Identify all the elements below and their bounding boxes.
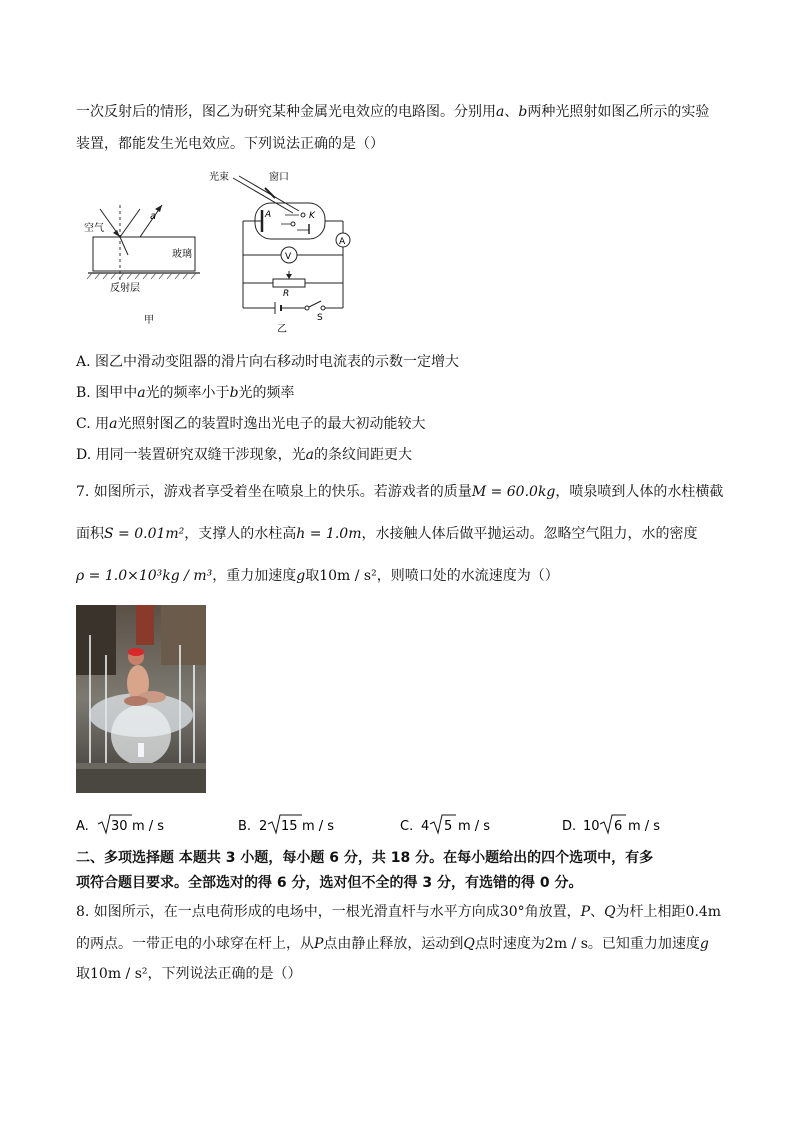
svg-text:A.: A. bbox=[76, 819, 89, 834]
svg-text:m / s: m / s bbox=[302, 819, 335, 834]
section2-heading-line1: 二、多项选择题 本题共 3 小题，每小题 6 分，共 18 分。在每小题给出的四个选项中，有多 bbox=[76, 850, 654, 866]
label-window: 窗口 bbox=[269, 172, 289, 183]
figure-jia bbox=[78, 195, 208, 330]
q7-text-line2: 面积S = 0.01m²，支撑人的水柱高h = 1.0m，水接触人体后做平抛运动。忽略空气阻力，水的密度 bbox=[76, 526, 698, 542]
svg-text:15: 15 bbox=[281, 819, 298, 834]
q8-text-line2: 的两点。一带正电的小球穿在杆上，从P点由静止释放，运动到Q点时速度为2m / s。已知重力加速度g bbox=[76, 936, 709, 952]
q7-option-b bbox=[238, 815, 334, 834]
svg-text:B.: B. bbox=[238, 819, 252, 834]
svg-text:m / s: m / s bbox=[132, 819, 165, 834]
phototube bbox=[255, 203, 325, 239]
q6-text-line2: 装置，都能发生光电效应。下列说法正确的是（） bbox=[76, 136, 384, 152]
q7-option-c bbox=[400, 815, 490, 834]
caption-yi: 乙 bbox=[277, 324, 287, 335]
svg-text:2: 2 bbox=[259, 819, 268, 834]
label-A-pole: A bbox=[265, 210, 272, 220]
svg-text:5: 5 bbox=[444, 819, 453, 834]
label-a: a bbox=[150, 211, 157, 222]
figure-yi bbox=[205, 168, 365, 338]
rheostat bbox=[273, 279, 305, 287]
svg-text:m / s: m / s bbox=[628, 819, 661, 834]
fountain-photo bbox=[76, 605, 206, 793]
svg-text:10: 10 bbox=[583, 819, 600, 834]
label-air: 空气 bbox=[84, 223, 104, 234]
q8-text-line1: 8. 如图所示，在一点电荷形成的电场中，一根光滑直杆与水平方向成30°角放置，P、Q为杆上相距0.4m bbox=[76, 904, 722, 920]
label-glass: 玻璃 bbox=[172, 249, 192, 260]
label-ammeter: A bbox=[339, 237, 346, 247]
svg-text:4: 4 bbox=[421, 819, 430, 834]
svg-text:m / s: m / s bbox=[458, 819, 491, 834]
caption-jia: 甲 bbox=[144, 315, 154, 326]
svg-text:C.: C. bbox=[400, 819, 414, 834]
q7-option-d bbox=[562, 815, 660, 834]
svg-text:D.: D. bbox=[562, 819, 577, 834]
q7-text-line3: ρ = 1.0×10³kg / m³，重力加速度g取10m / s²，则喷口处的水流速度为（） bbox=[76, 568, 559, 584]
label-beam: 光束 bbox=[209, 172, 229, 183]
q7-text-line1: 7. 如图所示，游戏者享受着坐在喷泉上的快乐。若游戏者的质量M = 60.0kg，喷泉喷到人体的水柱横截 bbox=[76, 484, 724, 500]
svg-text:6: 6 bbox=[614, 819, 623, 834]
svg-text:30: 30 bbox=[111, 819, 128, 834]
q8-text-line3: 取10m / s²，下列说法正确的是（） bbox=[76, 966, 302, 982]
label-K-pole: K bbox=[309, 211, 315, 221]
q7-option-a bbox=[76, 815, 164, 834]
label-resistor: R bbox=[283, 289, 290, 299]
q6-option-c: C. 用a光照射图乙的装置时逸出光电子的最大初动能较大 bbox=[76, 416, 426, 432]
label-switch: S bbox=[317, 313, 323, 323]
label-voltmeter: V bbox=[285, 252, 292, 262]
q6-text-line1: 一次反射后的情形，图乙为研究某种金属光电效应的电路图。分别用a、b两种光照射如图乙所示的实验 bbox=[76, 104, 710, 120]
section2-heading-line2: 项符合题目要求。全部选对的得 6 分，选对但不全的得 3 分，有选错的得 0 分。 bbox=[76, 875, 583, 891]
q7-options bbox=[76, 812, 720, 838]
label-layer: 反射层 bbox=[110, 283, 140, 294]
q6-option-a: A. 图乙中滑动变阻器的滑片向右移动时电流表的示数一定增大 bbox=[76, 354, 460, 370]
q6-option-d: D. 用同一装置研究双缝干涉现象，光a的条纹间距更大 bbox=[76, 447, 412, 463]
q6-option-b: B. 图甲中a光的频率小于b光的频率 bbox=[76, 385, 295, 401]
